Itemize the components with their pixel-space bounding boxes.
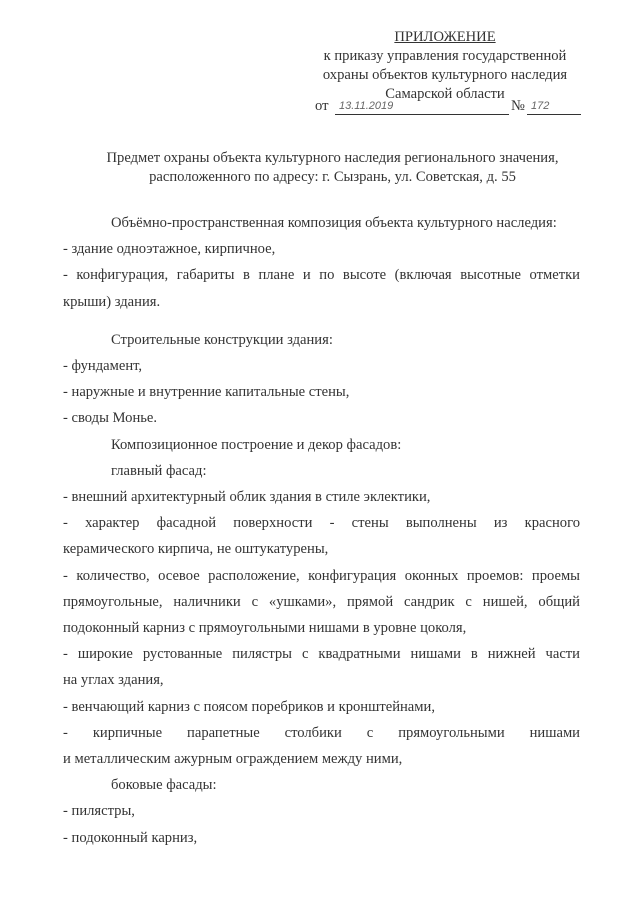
list-item: - характер фасадной поверхности - стены выполнены из красного	[63, 515, 580, 532]
section-heading: Строительные конструкции здания:	[111, 331, 333, 348]
list-item: - внешний архитектурный облик здания в стиле эклектики,	[63, 489, 431, 506]
list-item: - фундамент,	[63, 358, 143, 375]
section-heading: Объёмно-пространственная композиция объекта культурного наследия:	[111, 215, 557, 231]
appendix-line: охраны объектов культурного наследия	[322, 67, 568, 83]
list-item: - кирпичные парапетные столбики с прямоугольными нишами	[63, 724, 580, 741]
list-item-continuation: на углах здания,	[63, 672, 164, 689]
list-item: - венчающий карниз с поясом поребриков и кронштейнами,	[63, 698, 435, 715]
list-item-continuation: керамического кирпича, не оштукатурены,	[63, 541, 329, 558]
subsection-heading: боковые фасады:	[111, 777, 217, 794]
handwritten-date: 13.11.2019	[335, 97, 509, 115]
list-item: - широкие рустованные пилястры с квадратными нишами в нижней части	[63, 646, 580, 663]
list-item: - пилястры,	[63, 803, 135, 820]
list-item: - количество, осевое расположение, конфигурация оконных проемов: проемы	[63, 567, 580, 584]
order-date-number-line	[315, 97, 585, 116]
appendix-heading: ПРИЛОЖЕНИЕ	[394, 29, 496, 45]
list-item-continuation: крыши) здания.	[63, 293, 161, 310]
appendix-line: Самарской области	[385, 86, 505, 102]
list-item: - наружные и внутренние капитальные стены,	[63, 384, 350, 401]
section-heading: Композиционное построение и декор фасадов:	[111, 436, 402, 453]
list-item-continuation: прямоугольные, наличники с «ушками», прямой сандрик с нишей, общий	[63, 593, 580, 610]
appendix-line: к приказу управления государственной	[323, 48, 567, 64]
list-item: - конфигурация, габариты в плане и по высоте (включая высотные отметки	[63, 267, 580, 284]
list-item: - подоконный карниз,	[63, 829, 198, 846]
appendix-block	[305, 28, 585, 104]
number-label: №	[511, 98, 525, 114]
title-line: Предмет охраны объекта культурного наследия регионального значения,	[106, 150, 559, 166]
from-label: от	[315, 98, 329, 114]
list-item-continuation: подоконный карниз с прямоугольными нишами в уровне цоколя,	[63, 620, 467, 637]
list-item: - своды Монье.	[63, 410, 158, 427]
list-item: - здание одноэтажное, кирпичное,	[63, 241, 276, 258]
handwritten-number: 172	[527, 97, 581, 115]
document-body	[63, 210, 580, 851]
document-title	[60, 149, 605, 187]
subsection-heading: главный фасад:	[111, 462, 207, 479]
list-item-continuation: и металлическим ажурным ограждением между ними,	[63, 751, 403, 768]
title-line: расположенного по адресу: г. Сызрань, ул. Советская, д. 55	[149, 169, 516, 185]
